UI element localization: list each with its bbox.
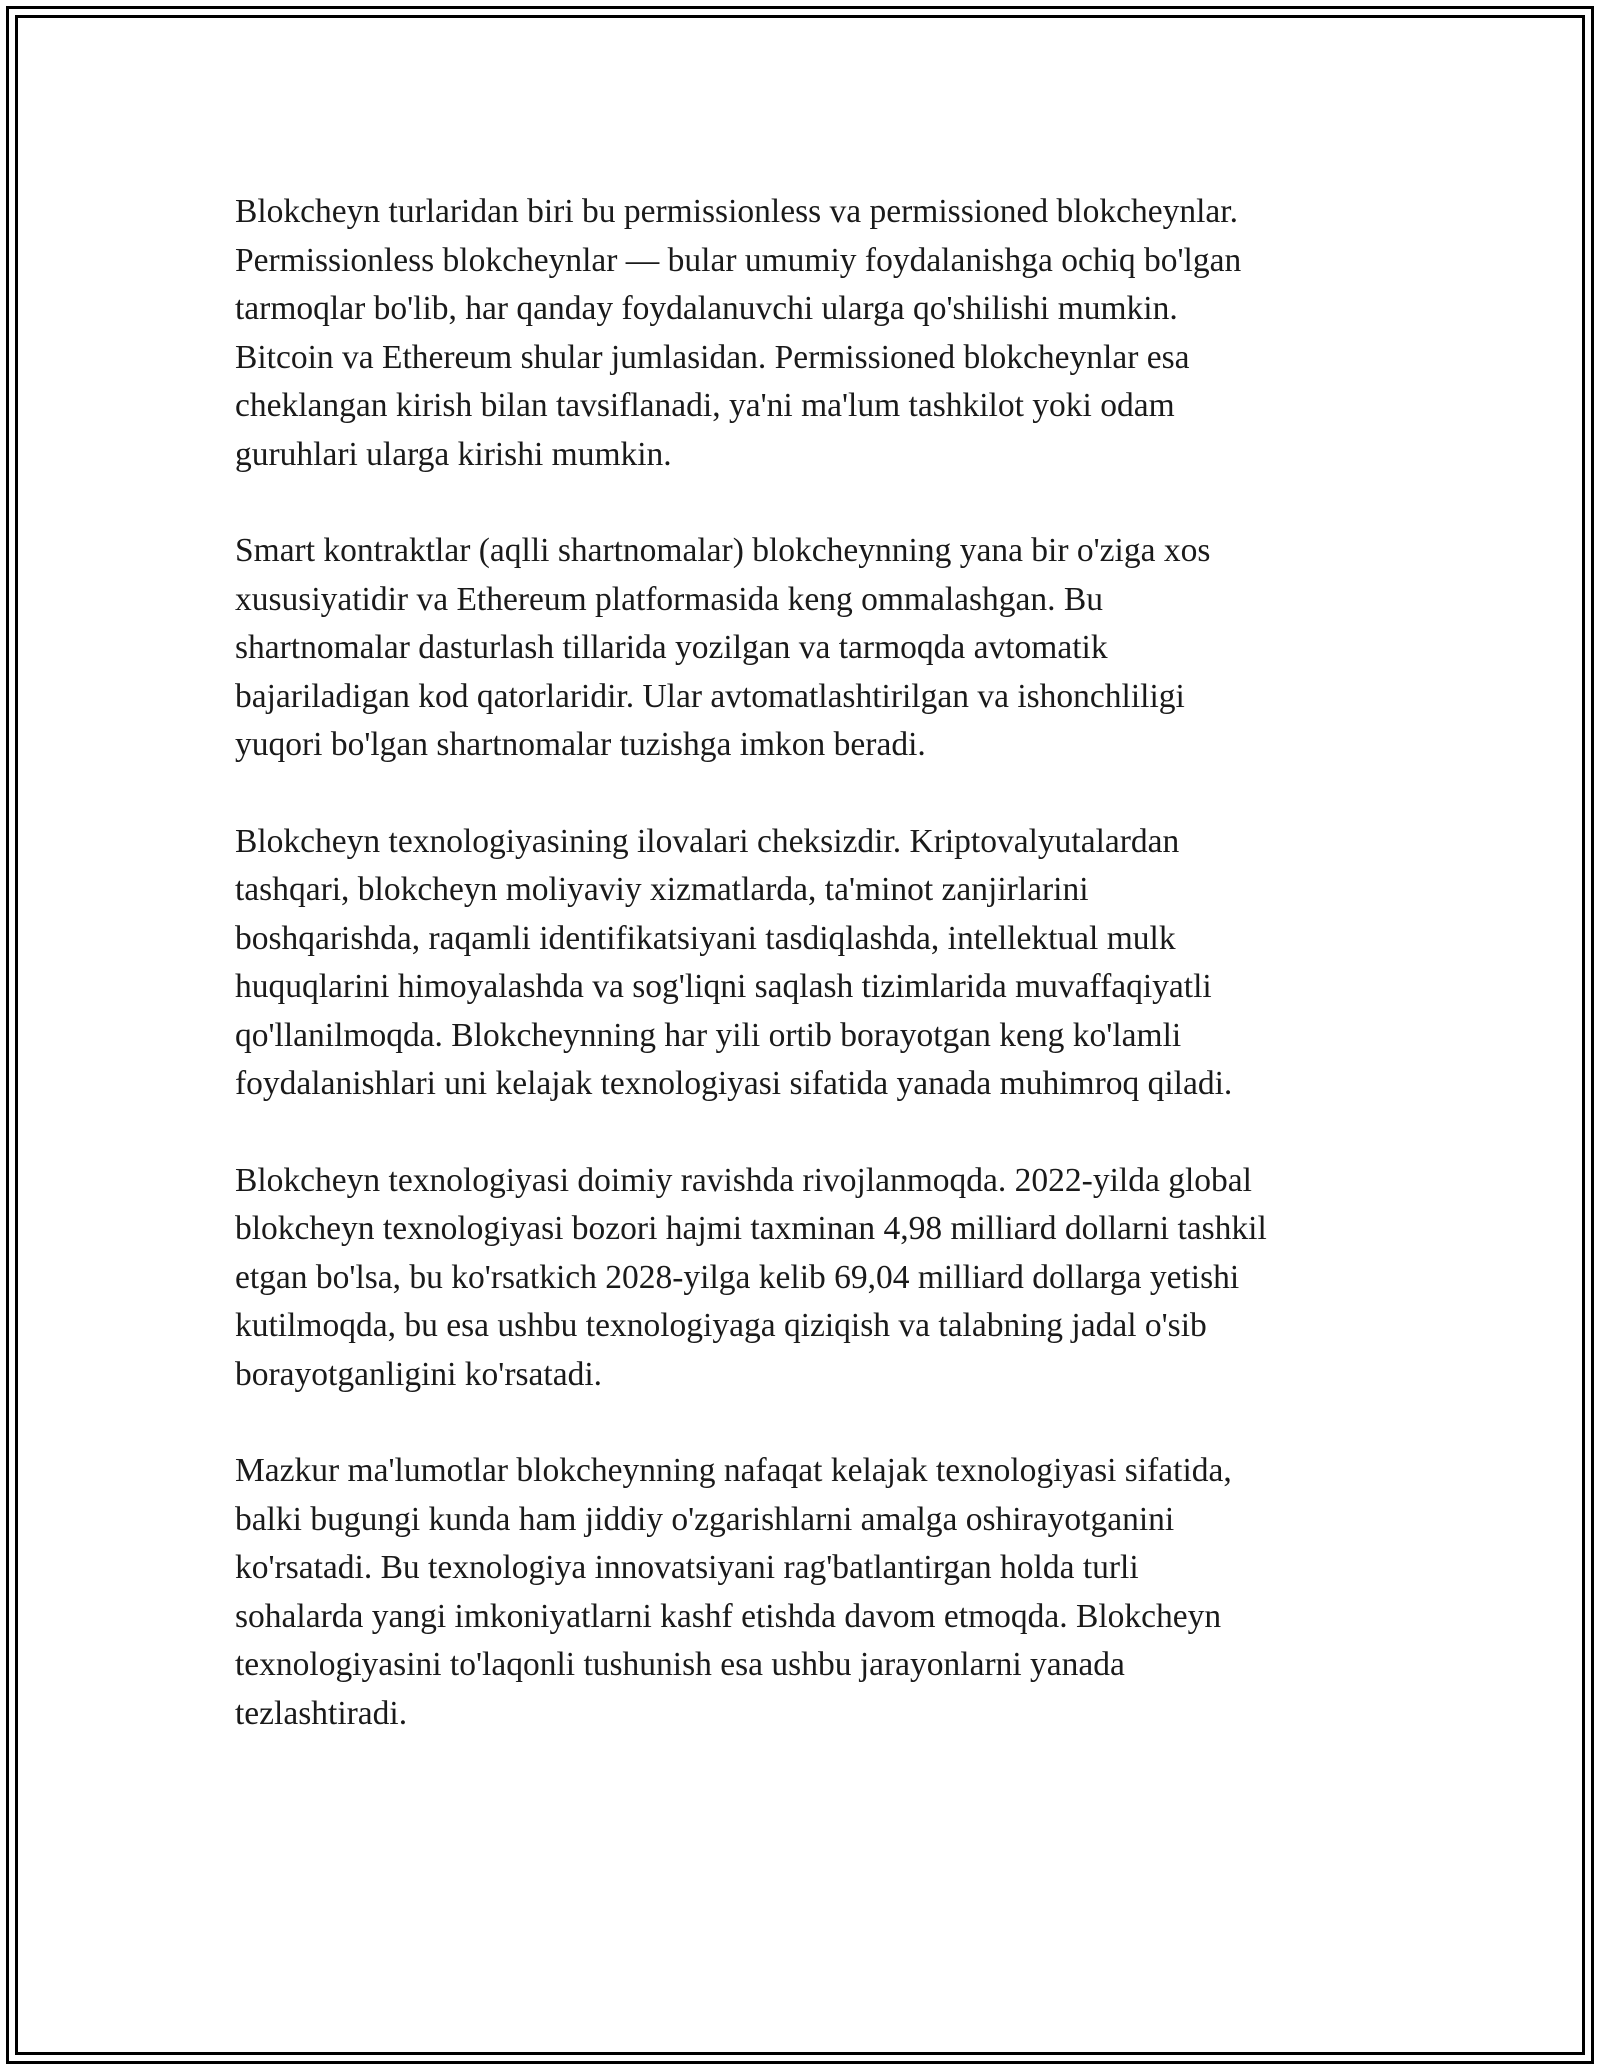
paragraph-conclusion: Mazkur ma'lumotlar blokcheynning nafaqat kelajak texnologiyasi sifatida, balki bugungi kunda ham jiddiy o'zgarishlarni amalga oshirayotganini ko'rsatadi. Bu texnologiya innovatsiyani rag'batlantirgan holda turli sohalarda yangi imkoniyatlarni kashf etishda davom etmoqda. Blokcheyn texnologiyasini to'laqonli tushunish esa ushbu jarayonlarni yanada tezlashtiradi.	[235, 1452, 1232, 1732]
paragraph-permissionless: Blokcheyn turlaridan biri bu permissionless va permissioned blokcheynlar. Permissionless blokcheynlar — bular umumiy foydalanishga ochiq bo'lgan tarmoqlar bo'lib, har qanday foydalanuvchi ularga qo'shilishi mumkin. Bitcoin va Ethereum shular jumlasidan. Permissioned blokcheynlar esa cheklangan kirish bilan tavsiflanadi, ya'ni ma'lum tashkilot yoki odam guruhlari ularga kirishi mumkin.	[235, 193, 1242, 473]
paragraph-smart-contracts: Smart kontraktlar (aqlli shartnomalar) blokcheynning yana bir o'ziga xos xususiyatidir va Ethereum platformasida keng ommalashgan. Bu shartnomalar dasturlash tillarida yozilgan va tarmoqda avtomatik bajariladigan kod qatorlaridir. Ular avtomatlashtirilgan va ishonchliligi yuqori bo'lgan shartnomalar tuzishga imkon beradi.	[235, 532, 1211, 763]
paragraph-applications: Blokcheyn texnologiyasining ilovalari cheksizdir. Kriptovalyutalardan tashqari, blokcheyn moliyaviy xizmatlarda, ta'minot zanjirlarini boshqarishda, raqamli identifikatsiyani tasdiqlashda, intellektual mulk huquqlarini himoyalashda va sog'liqni saqlash tizimlarida muvaffaqiyatli qo'llanilmoqda. Blokcheynning har yili ortib borayotgan keng ko'lamli foydalanishlari uni kelajak texnologiyasi sifatida yanada muhimroq qiladi.	[235, 822, 1233, 1102]
paragraph-market-growth: Blokcheyn texnologiyasi doimiy ravishda rivojlanmoqda. 2022-yilda global blokcheyn texnologiyasi bozori hajmi taxminan 4,98 milliard dollarni tashkil etgan bo'lsa, bu ko'rsatkich 2028-yilga kelib 69,04 milliard dollarga yetishi kutilmoqda, bu esa ushbu texnologiyaga qiziqish va talabning jadal o'sib borayotganligini ko'rsatadi.	[235, 1161, 1267, 1393]
document-body	[235, 188, 1375, 1786]
